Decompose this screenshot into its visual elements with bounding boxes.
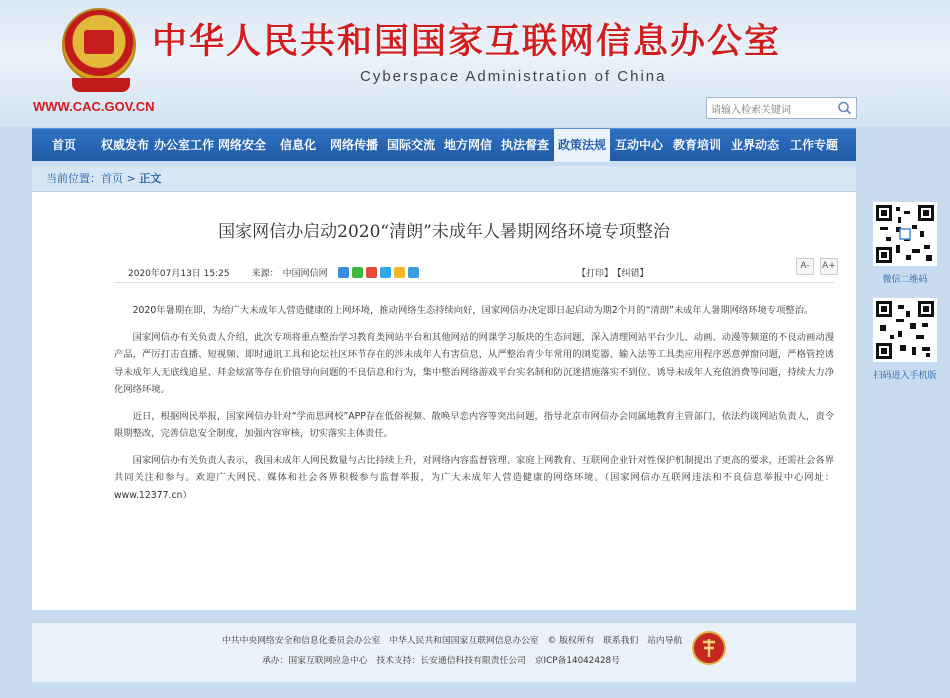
nav-item-industry[interactable]: 业界动态	[730, 137, 779, 152]
nav-item-local[interactable]: 地方网信	[443, 137, 492, 152]
wechat-qr-caption: 微信二维码	[882, 275, 928, 285]
government-site-badge-icon[interactable]	[692, 631, 726, 665]
share-weibo-icon[interactable]	[366, 267, 377, 278]
site-subtitle: Cyberspace Administration of China	[360, 68, 667, 85]
footer-org-1: 中共中央网络安全和信息化委员会办公室	[222, 636, 381, 646]
article-paragraph: 2020年暑期在即，为给广大未成年人营造健康的上网环境，推动网络生态持续向好，国家网信办决定即日起启动为期2个月的“清朗”未成年人暑期网络环境专项整治。	[132, 305, 814, 316]
nav-item-topics[interactable]: 工作专题	[789, 137, 838, 152]
footer-contact-link[interactable]: 联系我们	[603, 636, 639, 646]
nav-item-education[interactable]: 教育培训	[672, 137, 721, 152]
article-body	[114, 302, 834, 513]
search-box	[706, 97, 857, 119]
site-domain[interactable]: WWW.CAC.GOV.CN	[33, 99, 155, 114]
article-paragraph: 近日，根据网民举报，国家网信办针对“学而思网校”APP存在低俗视频、散唤早恋内容等突出问题，指导北京市网信办会同属地教育主管部门，依法约谈网站负责人，责令限期整改，完善信息安全制度，加强内容审核，切实落实主体责任。	[114, 410, 834, 439]
article-title: 国家网信办启动2020“清朗”未成年人暑期网络环境专项整治	[218, 222, 670, 242]
footer-org-2: 中华人民共和国国家互联网信息办公室	[389, 636, 539, 646]
nav-item-policy[interactable]: 政策法规	[554, 129, 610, 162]
site-title: 中华人民共和国国家互联网信息办公室	[152, 22, 782, 62]
source-label: 来源：	[251, 269, 279, 279]
footer-host: 承办：国家互联网应急中心	[262, 656, 368, 666]
breadcrumb-home[interactable]: 首页	[101, 172, 123, 185]
nav-item-enforcement[interactable]: 执法督查	[500, 137, 549, 152]
share-plus-icon[interactable]	[338, 267, 349, 278]
font-smaller-button[interactable]: A-	[796, 258, 814, 275]
share-qzone-icon[interactable]	[394, 267, 405, 278]
footer-icp[interactable]: 京ICP备14042428号	[534, 656, 620, 666]
wechat-qr-icon	[873, 202, 937, 266]
correction-link[interactable]: 【纠错】	[617, 269, 649, 279]
mobile-qr-block	[870, 298, 940, 381]
share-wechat-icon[interactable]	[352, 267, 363, 278]
print-links	[577, 266, 653, 279]
nav-item-international[interactable]: 国际交流	[386, 137, 435, 152]
article-meta	[128, 266, 422, 279]
footer-copyright: © 版权所有	[547, 636, 595, 646]
site-footer	[32, 622, 856, 682]
nav-item-network-communication[interactable]: 网络传播	[329, 137, 378, 152]
mobile-qr-caption: 扫码进入手机版	[873, 371, 937, 381]
nav-item-network-security[interactable]: 网络安全	[217, 137, 266, 152]
article-source: 中国网信网	[282, 269, 328, 279]
print-link[interactable]: 【打印】	[577, 269, 614, 279]
footer-line-2	[262, 653, 626, 666]
article-paragraph: 国家网信办有关负责人介绍，此次专项将重点整治学习教育类网站平台和其他网站的网课学习版块的生态问题，深入清理网站平台少儿、动画、动漫等频道的不良动画动漫产品，严厉打击直播、短视频、即时通讯工具和论坛社区环节存在的涉未成年人有害信息，从严整治青少年常用的浏览器、输入法等工具类应用程序恶意弹窗问题，严格管控诱导未成年人无底线追星、拜金炫富等存在价值导向问题的不良信息和行为，集中整治网络游戏平台实名制和防沉迷措施落实不到位、诱导未成年人充值消费等问题，持续大力净化网络环境。	[114, 331, 834, 395]
footer-tech-support: 技术支持：长安通信科技有限责任公司	[376, 656, 526, 666]
font-larger-button[interactable]: A+	[820, 258, 838, 275]
article-panel	[32, 192, 856, 610]
font-size-controls	[790, 258, 838, 275]
share-icons	[338, 267, 422, 278]
footer-line-1	[222, 633, 688, 646]
article-date: 2020年07月13日 15:25	[128, 269, 230, 279]
article-paragraph: 国家网信办有关负责人表示，我国未成年人网民数量与占比持续上升，对网络内容监督管理、家庭上网教育、互联网企业针对性保护机制提出了更高的要求，还需社会各界共同关注和参与。欢迎广大网民、媒体和社会各界积极参与监督举报，为广大未成年人营造健康的网络环境。（国家网信办互联网违法和不良信息举报中心网址：www.12377.cn）	[114, 454, 834, 501]
nav-item-office-work[interactable]: 办公室工作	[154, 137, 215, 152]
share-tencent-icon[interactable]	[408, 267, 419, 278]
search-input[interactable]	[707, 101, 831, 121]
emblem-ribbon	[72, 78, 130, 92]
nav-item-releases[interactable]: 权威发布	[100, 137, 149, 152]
breadcrumb-separator: >	[123, 172, 140, 185]
national-emblem-icon	[62, 8, 136, 82]
share-qq-icon[interactable]	[380, 267, 391, 278]
breadcrumb-current: 正文	[139, 172, 162, 185]
search-icon[interactable]	[836, 100, 854, 116]
nav-item-informatization[interactable]: 信息化	[279, 137, 316, 152]
footer-sitemap-link[interactable]: 站内导航	[647, 636, 683, 646]
divider	[114, 282, 834, 283]
wechat-qr-block	[870, 202, 940, 285]
nav-item-interaction[interactable]: 互动中心	[614, 137, 663, 152]
site-header	[0, 0, 950, 127]
main-nav	[32, 128, 856, 161]
breadcrumb	[32, 166, 856, 192]
nav-item-home[interactable]: 首页	[51, 137, 76, 152]
mobile-qr-icon	[873, 298, 937, 362]
breadcrumb-prefix: 当前位置：	[46, 172, 101, 185]
